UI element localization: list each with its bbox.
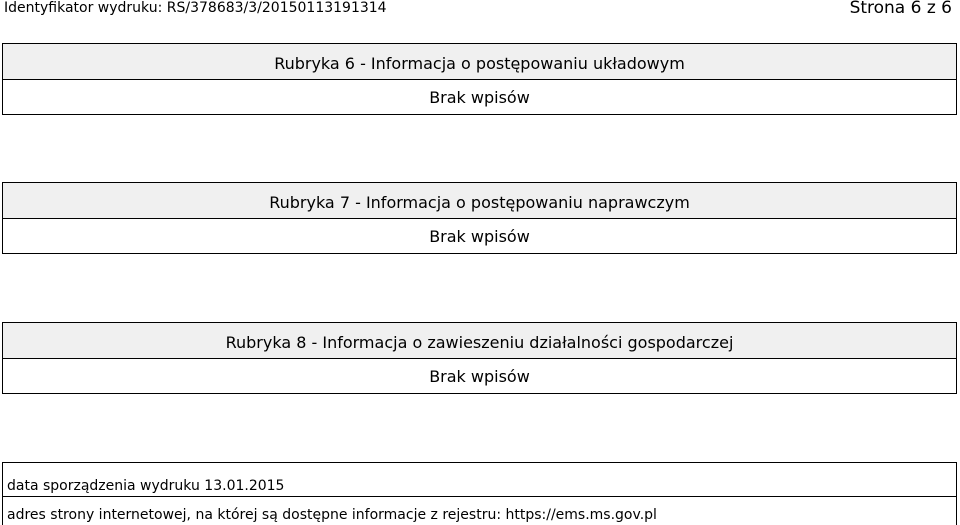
- print-date: data sporządzenia wydruku 13.01.2015: [7, 478, 285, 494]
- section-body: Brak wpisów: [429, 87, 530, 107]
- section-body: Brak wpisów: [429, 226, 530, 246]
- section-body: Brak wpisów: [429, 366, 530, 386]
- page-header: [0, 0, 960, 16]
- section-rubryka-6: [2, 43, 957, 115]
- document-identifier: Identyfikator wydruku: RS/378683/3/20150113191314: [4, 0, 387, 16]
- section-title: Rubryka 8 - Informacja o zawieszeniu działalności gospodarczej: [3, 323, 956, 359]
- section-title: Rubryka 6 - Informacja o postępowaniu układowym: [3, 44, 956, 80]
- document-footer: [2, 462, 957, 525]
- section-title: Rubryka 7 - Informacja o postępowaniu naprawczym: [3, 183, 956, 219]
- section-rubryka-8: [2, 322, 957, 394]
- section-rubryka-7: [2, 182, 957, 254]
- registry-address: adres strony internetowej, na której są dostępne informacje z rejestru: https://ems.ms.gov.pl: [3, 496, 956, 525]
- page-number: Strona 6 z 6: [849, 0, 952, 18]
